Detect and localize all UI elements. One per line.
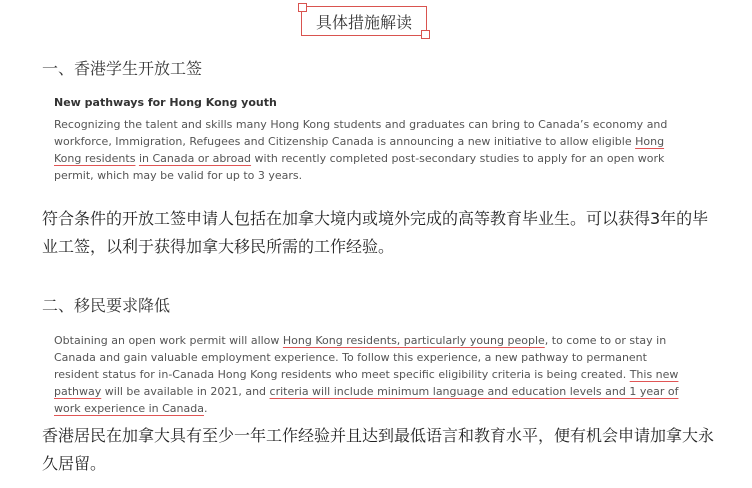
summary-section-1: 符合条件的开放工签申请人包括在加拿大境内或境外完成的高等教育毕业生。可以获得3年的毕业工签，以利于获得加拿大移民所需的工作经验。 [42,209,709,256]
excerpt-text: , to come to or stay in Canada and gain valuable employment experience. To follow this experience, a new pathway to permanent resident status for in-Canada Hong Kong residents who meet specific eligibility criteria is being created. [54,334,667,381]
excerpt-text: . [203,402,208,415]
heading-section-1: 一、香港学生开放工签 [42,59,203,78]
underlined-phrase: in Canada or abroad [138,152,252,165]
underlined-phrase: Hong Kong residents, particularly young people [282,334,545,347]
excerpt-text: Recognizing the talent and skills many Hong Kong students and graduates can bring to Canada’s economy and workforce, Immigration, Refugees and Citizenship Canada is announcing a new initiative to allow eligible [54,118,668,148]
excerpt-text: Obtaining an open work permit will allow [54,334,283,347]
excerpt-title: New pathways for Hong Kong youth [54,96,277,109]
section-title: 具体措施解读 [315,12,412,32]
section-title-box [301,6,427,36]
excerpt-body-2 [54,332,694,417]
heading-section-2: 二、移民要求降低 [42,296,171,315]
excerpt-body-1 [54,116,694,184]
excerpt-text: with recently completed post-secondary studies to apply for an open work permit, which may be valid for up to 3 years. [54,152,665,182]
underlined-phrase: criteria will include minimum language and education levels and 1 year of work experience in Canada [54,385,679,415]
selection-handle-top-left[interactable] [298,3,307,12]
underlined-phrase: This new pathway [54,368,679,398]
selection-handle-bottom-right[interactable] [421,30,430,39]
excerpt-section-2 [54,332,694,417]
underlined-phrase: Hong Kong residents [54,135,665,165]
excerpt-text: will be available in 2021, and [101,385,270,398]
excerpt-section-1 [54,94,694,184]
summary-section-2: 香港居民在加拿大具有至少一年工作经验并且达到最低语言和教育水平，便有机会申请加拿大永久居留。 [42,426,715,473]
